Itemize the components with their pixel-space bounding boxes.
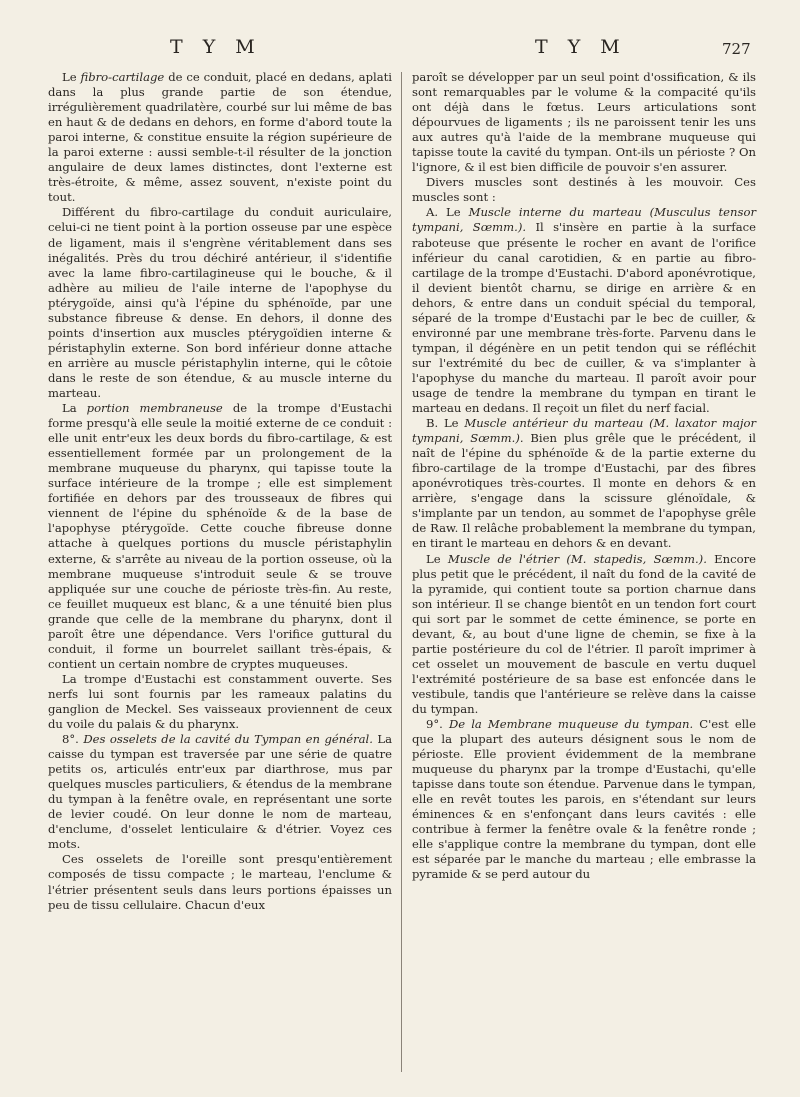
paragraph — [48, 732, 392, 852]
paragraph-lead: Le — [62, 70, 81, 84]
running-head-left: T Y M — [170, 36, 262, 58]
paragraph — [48, 70, 392, 205]
paragraph — [412, 205, 756, 416]
paragraph-term: Muscle de l'étrier (M. stapedis, Sœmm.). — [447, 551, 707, 566]
running-head-right: T Y M — [535, 36, 627, 58]
paragraph-text: Différent du fibro-cartilage du conduit auriculaire, celui-ci ne tient point à la portion osseuse par une espèce de ligament, mais il s'engrène véritablement dans ses inégalités. Près du trou déchiré antérieur, il s'identifie avec la lame fibro-cartilagineuse qui le bouche, & il adhère au milieu de l'aile interne de l'apophyse du ptérygoïde, ainsi qu'à l'épine du sphénoïde, par une substance fibreuse & dense. En dehors, il donne des points d'insertion aux muscles ptérygoïdien interne & péristaphylin externe. Son bord inférieur donne attache en arrière au muscle péristaphylin interne, qui le côtoie dans le reste de son étendue, & au muscle interne du marteau. — [48, 205, 392, 400]
paragraph-lead: Le — [426, 551, 448, 566]
paragraph — [412, 717, 756, 883]
paragraph-text: Encore plus petit que le précédent, il naît du fond de la cavité de la pyramide, qui contient toute sa portion charnue dans son intérieur. Il se change bientôt en un tendon fort court qui sort par le sommet de cette éminence, se porte en devant, &, au bout d'une ligne de chemin, se fixe à la partie postérieure du col de l'étrier. Il paroît imprimer à cet osselet un mouvement de bascule en vertu duquel l'extrémité postérieure de sa base est enfoncée dans le vestibule, tandis que l'antérieure se relève dans la caisse du tympan. — [412, 551, 756, 716]
right-column — [412, 70, 756, 883]
paragraph-lead: A. Le — [426, 205, 469, 220]
paragraph-term: De la Membrane muqueuse du tympan. — [448, 717, 694, 732]
paragraph-text: La trompe d'Eustachi est constamment ouverte. Ses nerfs lui sont fournis par les rameaux palatins du ganglion de Meckel. Ses vaisseaux proviennent de ceux du voile du palais & du pharynx. — [48, 671, 392, 732]
paragraph — [412, 552, 756, 718]
paragraph-text: Divers muscles sont destinés à les mouvoir. Ces muscles sont : — [412, 175, 756, 205]
paragraph — [48, 205, 392, 401]
paragraph — [48, 672, 392, 732]
paragraph — [412, 416, 756, 551]
paragraph-term: portion membraneuse — [86, 401, 223, 416]
paragraph-term: fibro-cartilage — [80, 70, 165, 84]
page-number: 727 — [722, 40, 751, 58]
paragraph-lead: 9°. — [426, 717, 449, 732]
paragraph-lead: La — [62, 401, 87, 416]
column-divider — [401, 72, 402, 1072]
paragraph-text: de ce conduit, placé en dedans, aplati dans la plus grande partie de son étendue, irrégulièrement quadrilatère, courbé sur lui même de bas en haut & de dedans en dehors, en forme d'abord toute la paroi interne, & constitue ensuite la région supérieure de la paroi externe : aussi semble-t-il résulter de la jonction angulaire de deux lames distinctes, dont l'externe est très-étroite, & même, assez souvent, n'existe point du tout. — [48, 70, 393, 205]
paragraph — [412, 70, 756, 175]
paragraph — [48, 852, 392, 912]
paragraph-text: C'est elle que la plupart des auteurs désignent sous le nom de périoste. Elle provient évidemment de la membrane muqueuse du pharynx par la trompe d'Eustachi, qu'elle tapisse dans toute son étendue. Parvenue dans le tympan, elle en revêt toutes les parois, en s'étendant sur leurs éminences & en s'enfonçant dans leurs cavités : elle contribue à fermer la fenêtre ovale & la fenêtre ronde ; elle s'applique contre la membrane du tympan, dont elle est séparée par le manche du marteau ; elle embrasse la pyramide & se perd autour du — [412, 717, 756, 882]
paragraph-lead: B. Le — [426, 416, 465, 431]
paragraph-text: La caisse du tympan est traversée par une série de quatre petits os, articulés entr'eux par diarthrose, mus par quelques muscles particuliers, & étendus de la membrane du tympan à la fenêtre ovale, en représentant une sorte de levier coudé. On leur donne le nom de marteau, d'enclume, d'osselet lenticulaire & d'étrier. Voyez ces mots. — [48, 732, 392, 852]
paragraph — [412, 175, 756, 205]
paragraph-text: de la trompe d'Eustachi forme presqu'à elle seule la moitié externe de ce conduit : elle unit entr'eux les deux bords du fibro-cartilage, & est essentiellement formée par un prolongement de la membrane muqueuse du pharynx, qui tapisse toute la surface intérieure de la trompe ; elle est simplement fortifiée en dehors par des trousseaux de fibres qui viennent de l'épine du sphénoïde & de la base de l'apophyse ptérygoïde. Cette couche fibreuse donne attache à quelques portions du muscle péristaphylin externe, & s'arrête au niveau de la portion osseuse, où la membrane muqueuse s'introduit seule & se trouve appliquée sur une couche de périoste très-fin. Au reste, ce feuillet muqueux est blanc, & a une ténuité bien plus grande que celle de la membrane du pharynx, dont il paroît être une dépendance. Vers l'orifice guttural du conduit, il forme un bourrelet saillant très-épais, & contient un certain nombre de cryptes muqueuses. — [48, 401, 392, 671]
paragraph-lead: 8°. — [62, 732, 84, 747]
paragraph-term: Muscle interne du marteau (Musculus tensor tympani, Sœmm.). — [412, 205, 756, 235]
left-column — [48, 70, 392, 913]
paragraph-text: Il s'insère en partie à la surface raboteuse que présente le rocher en avant de l'orifice inférieur du canal carotidien, & en partie au fibro-cartilage de la trompe d'Eustachi. D'abord aponévrotique, il devient bientôt charnu, se dirige en arrière & en dehors, & entre dans un conduit spécial du temporal, séparé de la trompe d'Eustachi par le bec de cuiller, & environné par une membrane très-forte. Parvenu dans le tympan, il dégénère en un petit tendon qui se réfléchit sur l'extrémité du bec de cuiller, & va s'implanter à l'apophyse du manche du marteau. Il paroît avoir pour usage de tendre la membrane du tympan en tirant le marteau en dedans. Il reçoit un filet du nerf facial. — [412, 220, 756, 416]
paragraph-text: Bien plus grêle que le précédent, il naît de l'épine du sphénoïde & de la partie externe du fibro-cartilage de la trompe d'Eustachi, par des fibres aponévrotiques très-courtes. Il monte en dehors & en arrière, s'engage dans la scissure glénoïdale, & s'implante par un tendon, au sommet de l'apophyse grêle de Raw. Il relâche probablement la membrane du tympan, en tirant le marteau en dehors & en devant. — [412, 431, 756, 551]
paragraph-text: paroît se développer par un seul point d'ossification, & ils sont remarquables par le volume & la compacité qu'ils ont déjà dans le fœtus. Leurs articulations sont dépourvues de ligaments ; ils ne paroissent tenir les uns aux autres qu'à l'aide de la membrane muqueuse qui tapisse toute la cavité du tympan. Ont-ils un périoste ? On l'ignore, & il est bien difficile de pouvoir s'en assurer. — [412, 70, 756, 175]
paragraph-term: Muscle antérieur du marteau (M. laxator major tympani, Sœmm.). — [412, 416, 757, 446]
paragraph — [48, 401, 392, 672]
paragraph-text: Ces osselets de l'oreille sont presqu'entièrement composés de tissu compacte ; le marteau, l'enclume & l'étrier présentent seuls dans leurs portions épaisses un peu de tissu cellulaire. Chacun d'eux — [48, 852, 392, 912]
paragraph-term: Des osselets de la cavité du Tympan en général. — [83, 732, 373, 747]
